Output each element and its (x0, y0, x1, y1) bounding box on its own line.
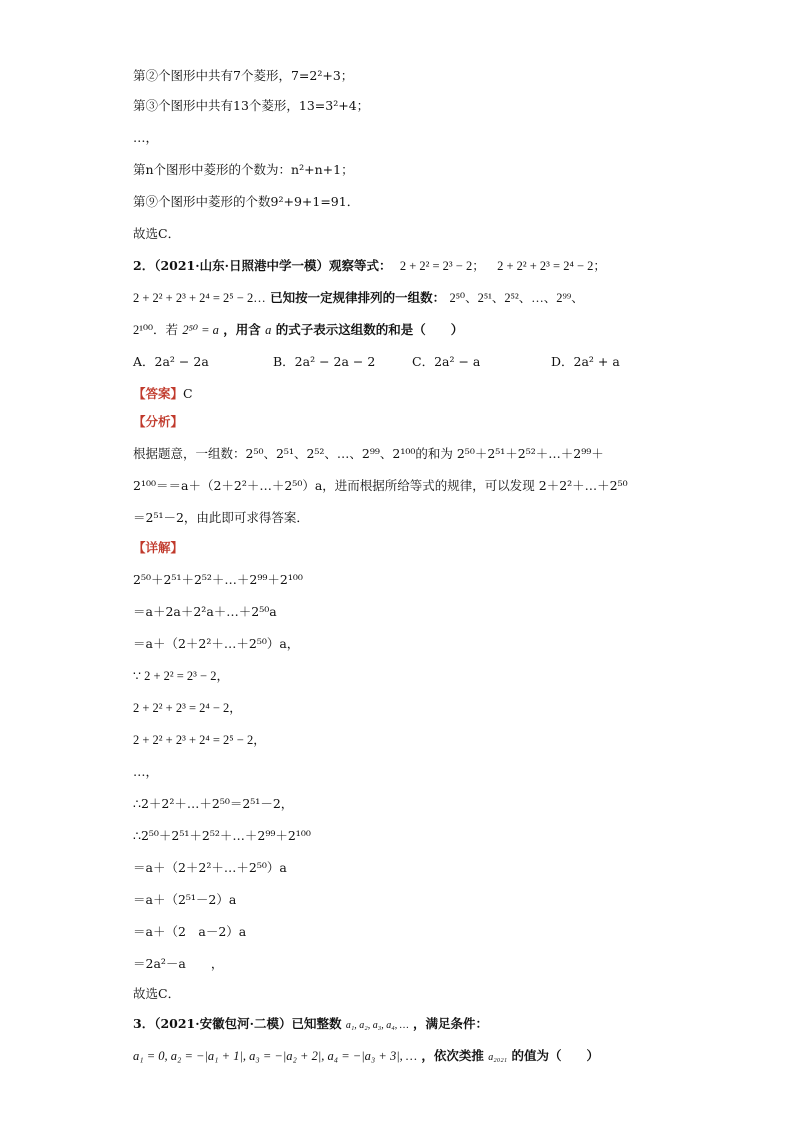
detail-line-1: 2⁵⁰＋2⁵¹＋2⁵²＋…＋2⁹⁹＋2¹⁰⁰ (133, 572, 303, 587)
equation-3: 2 + 2² + 2³ + 2⁴ = 2⁵ − 2… (133, 291, 266, 305)
solution-line-n: 第n个图形中菱形的个数为：n²+n+1； (133, 162, 354, 177)
variable-a: a (265, 323, 272, 337)
question-3-ask: 的值为（ ） (511, 1048, 600, 1063)
detail-line-11: ＝a＋（2⁵¹－2）a (133, 892, 237, 907)
answer-tag: 【答案】 (133, 386, 184, 401)
detail-line-5: 2 + 2² + 2³ = 2⁴ − 2， (133, 701, 242, 715)
equation-2: 2 + 2² + 2³ = 2⁴ − 2； (497, 259, 606, 273)
detail-line-13: ＝2a²－a ， (133, 956, 224, 971)
sequence: 2⁵⁰、2⁵¹、2⁵²、…、2⁹⁹、 (449, 291, 584, 305)
equation-1: 2 + 2² = 2³ − 2； (399, 259, 485, 273)
question-3-header (133, 1016, 488, 1034)
solution-line-2: 第②个图形中共有7个菱形，7=2²+3； (133, 68, 354, 83)
question-2-ask: 的式子表示这组数的和是（ ） (275, 322, 464, 337)
detail-line-12: ＝a＋（2 a－2）a (133, 924, 247, 939)
question-2-line-2 (133, 290, 584, 306)
question-3-tail: ，依次类推 (421, 1048, 484, 1063)
option-b[interactable]: B．2a² − 2a − 2 (273, 354, 376, 369)
option-d[interactable]: D．2a² + a (551, 354, 620, 369)
term-2-100: 2¹⁰⁰．若 (133, 323, 179, 337)
detail-line-2: ＝a＋2a＋2²a＋…＋2⁵⁰a (133, 604, 277, 619)
detail-ellipsis: …， (133, 764, 159, 779)
choose-c-2: 故选C． (133, 986, 181, 1001)
question-3-condition-label: ，满足条件： (412, 1016, 488, 1031)
condition-2-50-equals-a: 2⁵⁰ = a (182, 323, 219, 337)
detail-line-10: ＝a＋（2＋2²＋…＋2⁵⁰）a (133, 860, 287, 875)
integer-sequence: a₁, a₂, a₃, a₄, … (345, 1020, 409, 1031)
question-2-text-c: ，用含 (223, 322, 261, 337)
analysis-line-2: 2¹⁰⁰＝＝a＋（2＋2²＋…＋2⁵⁰）a，进而根据所给等式的规律，可以发现 2＋2²＋…＋2⁵⁰ (133, 478, 628, 493)
detail-line-4: ∵ 2 + 2² = 2³ − 2， (133, 669, 229, 683)
analysis-line-1: 根据题意，一组数：2⁵⁰、2⁵¹、2⁵²、…、2⁹⁹、2¹⁰⁰的和为 2⁵⁰＋2⁵¹＋2⁵²＋…＋2⁹⁹＋ (133, 446, 604, 461)
solution-line-3: 第③个图形中共有13个菱形，13=3²+4； (133, 98, 370, 113)
question-2-header (133, 258, 606, 274)
option-a[interactable]: A．2a² − 2a (133, 354, 209, 369)
solution-line-9: 第⑨个图形中菱形的个数9²+9+1=91． (133, 194, 360, 209)
detail-line-9: ∴2⁵⁰＋2⁵¹＋2⁵²＋…＋2⁹⁹＋2¹⁰⁰ (133, 828, 311, 843)
term-a-2021: a₂₀₂₁ (488, 1052, 508, 1063)
analysis-line-3: ＝2⁵¹－2，由此即可求得答案． (133, 510, 309, 525)
analysis-tag: 【分析】 (133, 414, 184, 429)
answer-value: C (183, 386, 193, 401)
solution-ellipsis: …， (133, 130, 159, 145)
question-2-source: 2．（2021·山东·日照港中学一模）观察等式： (133, 258, 392, 273)
choose-c-1: 故选C． (133, 226, 181, 241)
question-3-source: 3．（2021·安徽包河·二模）已知整数 (133, 1016, 342, 1031)
option-c[interactable]: C．2a² − a (412, 354, 481, 369)
answer-row (133, 386, 193, 402)
question-2-sequence-text: 已知按一定规律排列的一组数： (270, 290, 446, 305)
detail-line-8: ∴2＋2²＋…＋2⁵⁰＝2⁵¹－2， (133, 796, 294, 811)
question-2-line-3 (133, 322, 463, 338)
detail-line-6: 2 + 2² + 2³ + 2⁴ = 2⁵ − 2， (133, 733, 266, 747)
detail-tag: 【详解】 (133, 540, 184, 555)
question-3-line-2 (133, 1048, 599, 1066)
detail-line-3: ＝a＋（2＋2²＋…＋2⁵⁰）a， (133, 636, 300, 651)
recurrence-condition: a₁ = 0, a₂ = −|a₁ + 1|, a₃ = −|a₂ + 2|, a₄ = −|a₃ + 3|, … (133, 1049, 418, 1063)
